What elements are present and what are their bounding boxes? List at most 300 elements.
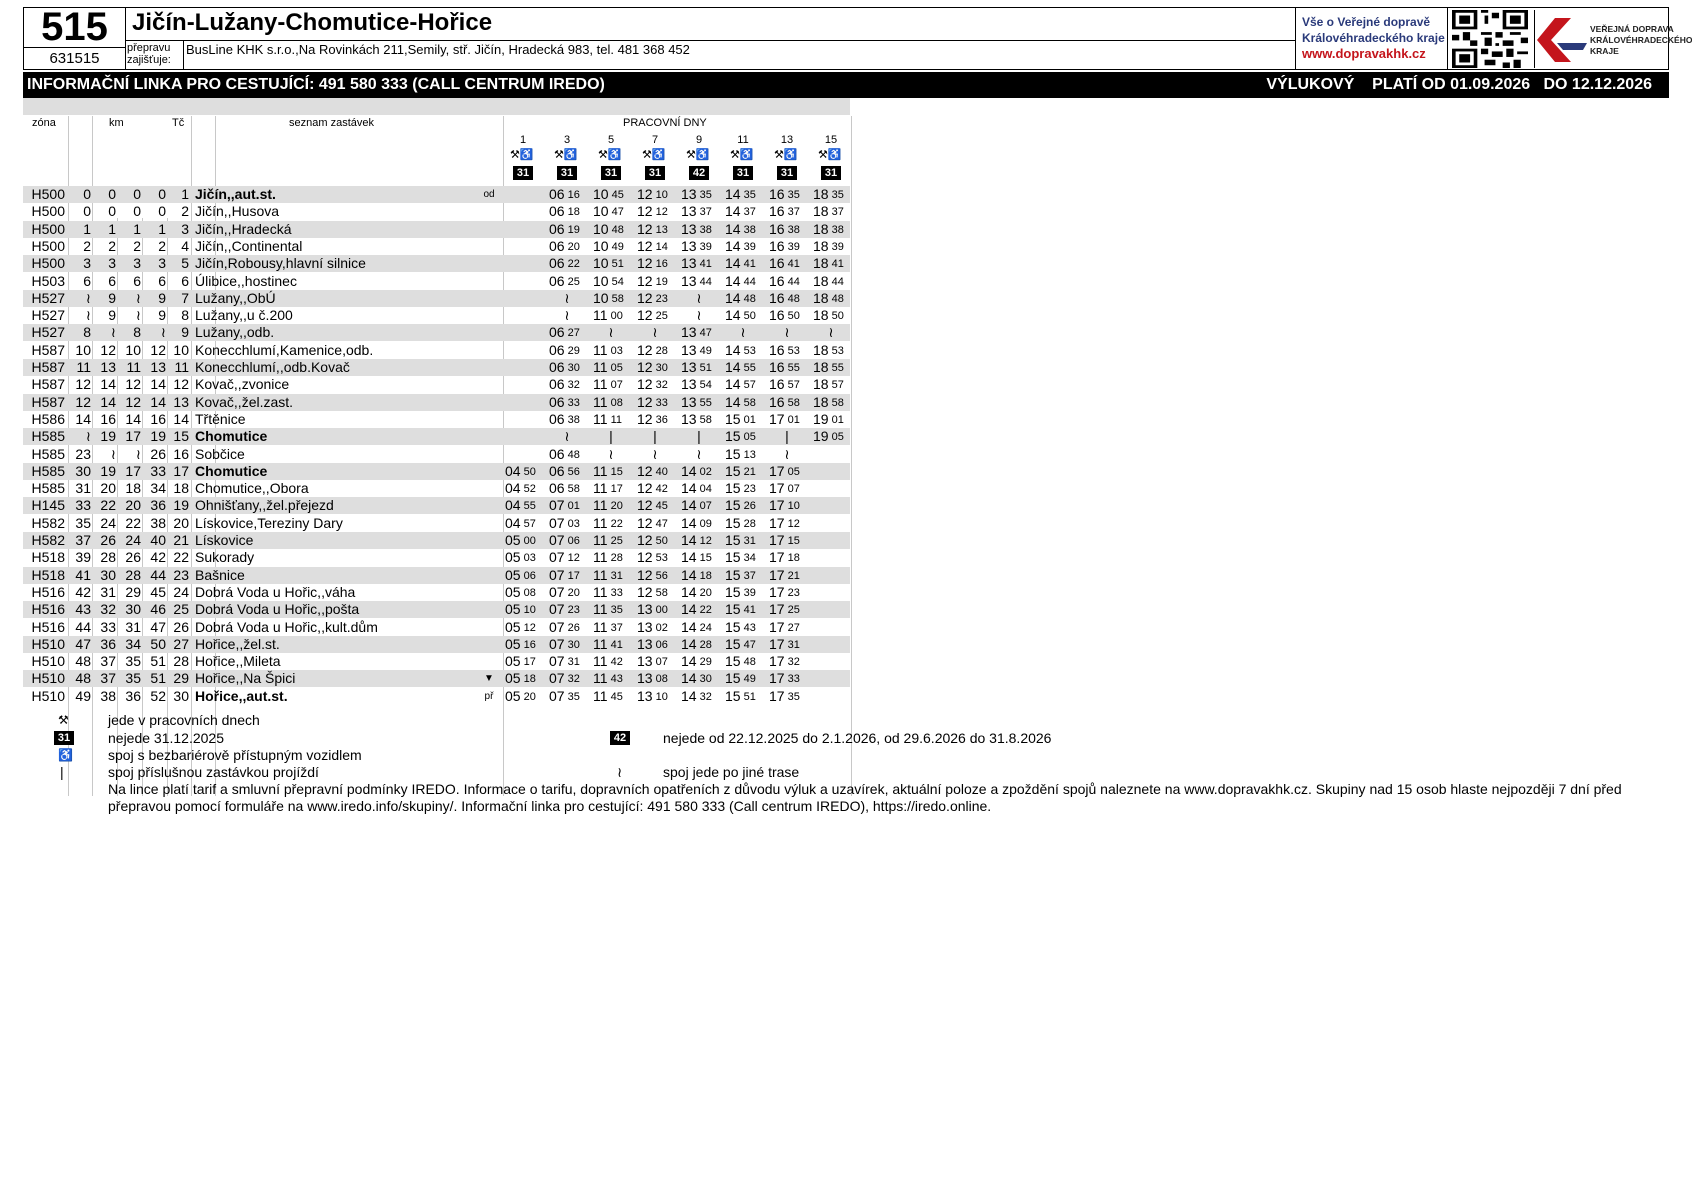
stop-number: 21 bbox=[173, 532, 189, 548]
km-cell: ≀ bbox=[135, 289, 141, 306]
departure-time: 18 $^{38}$ bbox=[813, 220, 844, 237]
departure-time: 16 $^{53}$ bbox=[769, 341, 800, 358]
km-cell: 14 bbox=[100, 376, 116, 393]
departure-time: | bbox=[785, 428, 789, 445]
km-cell: 1 bbox=[108, 220, 116, 237]
departure-time: 14 $^{53}$ bbox=[725, 341, 756, 358]
table-row bbox=[23, 221, 850, 238]
km-cell: 33 bbox=[75, 497, 91, 514]
departure-time: 10 $^{45}$ bbox=[593, 186, 624, 202]
zone-cell: H585 bbox=[31, 445, 65, 462]
stop-mark: od bbox=[483, 189, 495, 200]
departure-time: 12 $^{53}$ bbox=[637, 549, 668, 566]
departure-time: 06 $^{32}$ bbox=[549, 376, 580, 393]
stop-number: 13 bbox=[173, 393, 189, 410]
departure-time: 12 $^{42}$ bbox=[637, 480, 668, 497]
stop-mark: př bbox=[484, 690, 494, 702]
departure-time: 11 $^{37}$ bbox=[593, 618, 623, 635]
departure-time: 12 $^{58}$ bbox=[637, 583, 668, 600]
wheelchair-icon: ♿ bbox=[58, 748, 73, 762]
km-cell: 35 bbox=[125, 670, 141, 687]
km-cell: 11 bbox=[126, 359, 141, 375]
departure-time: 14 $^{24}$ bbox=[681, 618, 712, 635]
legend-code-42: 42 bbox=[610, 731, 630, 745]
zone-cell: H503 bbox=[31, 272, 65, 289]
departure-time: ≀ bbox=[564, 428, 570, 445]
departure-time: 04 $^{57}$ bbox=[505, 514, 536, 531]
km-cell: 9 bbox=[158, 289, 166, 306]
departure-time: 04 $^{52}$ bbox=[505, 480, 536, 497]
km-cell: 33 bbox=[100, 618, 116, 635]
km-cell: 19 bbox=[100, 428, 116, 445]
zone-cell: H145 bbox=[31, 497, 65, 514]
departure-time: 17 $^{12}$ bbox=[769, 514, 800, 531]
departure-time: 11 $^{41}$ bbox=[593, 635, 623, 652]
km-cell: 33 bbox=[150, 462, 166, 479]
km-cell: 50 bbox=[150, 635, 166, 652]
departure-time: 15 $^{13}$ bbox=[725, 445, 756, 462]
stop-number: 18 bbox=[173, 480, 189, 497]
departure-time: 11 $^{45}$ bbox=[593, 687, 623, 704]
km-cell: 23 bbox=[75, 445, 91, 462]
stop-name: Jičín,Robousy,hlavní silnice bbox=[195, 255, 366, 272]
stop-number: 20 bbox=[173, 514, 189, 531]
departure-time: 17 $^{33}$ bbox=[769, 670, 800, 687]
km-cell: 6 bbox=[133, 272, 141, 289]
km-cell: 17 bbox=[125, 462, 141, 479]
departure-time: 13 $^{37}$ bbox=[681, 203, 712, 220]
table-row bbox=[23, 688, 850, 705]
table-row bbox=[23, 203, 850, 220]
departure-time: 10 $^{54}$ bbox=[593, 272, 624, 289]
km-cell: 13 bbox=[100, 359, 116, 375]
km-cell: 22 bbox=[100, 497, 116, 514]
km-cell: 24 bbox=[100, 514, 116, 531]
departure-time: 12 $^{13}$ bbox=[637, 220, 668, 237]
departure-time: ≀ bbox=[564, 307, 570, 324]
departure-time: 13 $^{55}$ bbox=[681, 393, 712, 410]
departure-time: 15 $^{47}$ bbox=[725, 635, 756, 652]
legend-other-route: spoj jede po jiné trase bbox=[663, 764, 800, 780]
departure-time: 11 $^{20}$ bbox=[593, 497, 623, 514]
km-cell: 24 bbox=[125, 532, 141, 548]
km-cell: 48 bbox=[75, 670, 91, 687]
departure-time: 16 $^{35}$ bbox=[769, 186, 800, 202]
zone-cell: H510 bbox=[31, 670, 65, 687]
departure-time: 13 $^{38}$ bbox=[681, 220, 712, 237]
km-cell: 10 bbox=[75, 341, 91, 358]
km-cell: ≀ bbox=[135, 307, 141, 324]
km-cell: 39 bbox=[75, 549, 91, 566]
timetable bbox=[23, 98, 850, 704]
departure-time: ≀ bbox=[696, 307, 702, 324]
departure-time: 11 $^{11}$ bbox=[593, 410, 623, 427]
km-cell: 1 bbox=[158, 220, 166, 237]
zone-cell: H510 bbox=[31, 635, 65, 652]
departure-time: 17 $^{10}$ bbox=[769, 497, 800, 514]
departure-time: 13 $^{44}$ bbox=[681, 272, 712, 289]
stop-number: 10 bbox=[173, 341, 189, 358]
km-cell: 9 bbox=[158, 307, 166, 324]
departure-time: | bbox=[653, 428, 657, 445]
departure-time: 18 $^{44}$ bbox=[813, 272, 844, 289]
validity-period: VÝLUKOVÝ PLATÍ OD 01.09.2026 DO 12.12.2026 bbox=[1266, 76, 1652, 93]
info-bar bbox=[23, 72, 1669, 98]
departure-time: 13 $^{08}$ bbox=[637, 670, 668, 687]
table-row bbox=[23, 186, 850, 203]
km-cell: 36 bbox=[100, 635, 116, 652]
departure-time: 11 $^{15}$ bbox=[593, 462, 623, 479]
trip-code-badge: 31 bbox=[733, 166, 753, 180]
departure-time: 05 $^{18}$ bbox=[505, 670, 536, 687]
qr-code-icon bbox=[1452, 10, 1528, 68]
stop-name: Lískovice bbox=[195, 532, 254, 548]
km-cell: 42 bbox=[150, 549, 166, 566]
departure-time: 19 $^{01}$ bbox=[813, 410, 844, 427]
departure-time: 14 $^{57}$ bbox=[725, 376, 756, 393]
stop-name: Chomutice bbox=[195, 462, 268, 479]
trip-number: 5 bbox=[607, 134, 615, 146]
departure-time: 14 $^{20}$ bbox=[681, 583, 712, 600]
stop-name: Hořice,,Na Špici bbox=[195, 670, 296, 687]
departure-time: 13 $^{00}$ bbox=[637, 601, 668, 618]
departure-time: ≀ bbox=[608, 445, 614, 462]
km-cell: 37 bbox=[100, 653, 116, 670]
km-cell: 0 bbox=[108, 203, 116, 220]
km-cell: 12 bbox=[125, 376, 141, 393]
km-cell: 14 bbox=[100, 393, 116, 410]
stop-name: Lískovice,Tereziny Dary bbox=[195, 514, 343, 531]
departure-time: 07 $^{26}$ bbox=[549, 618, 580, 635]
km-cell: 2 bbox=[158, 237, 166, 254]
stop-number: 2 bbox=[181, 203, 189, 220]
departure-time: 14 $^{35}$ bbox=[725, 186, 756, 202]
km-cell: 31 bbox=[100, 583, 116, 600]
trip-code-badge: 31 bbox=[777, 166, 797, 180]
km-cell: 28 bbox=[125, 566, 141, 583]
stop-number: 29 bbox=[173, 670, 189, 687]
departure-time: 11 $^{43}$ bbox=[593, 670, 623, 687]
km-cell: 44 bbox=[150, 566, 166, 583]
departure-time: 14 $^{44}$ bbox=[725, 272, 756, 289]
departure-time: 06 $^{22}$ bbox=[549, 255, 580, 272]
departure-time: 12 $^{47}$ bbox=[637, 514, 668, 531]
km-cell: ≀ bbox=[85, 307, 91, 324]
km-cell: 9 bbox=[108, 307, 116, 324]
departure-time: 15 $^{23}$ bbox=[725, 480, 756, 497]
stop-name: Jičín,,Hradecká bbox=[195, 220, 292, 237]
departure-time: 17 $^{15}$ bbox=[769, 532, 800, 548]
departure-time: 15 $^{49}$ bbox=[725, 670, 756, 687]
departure-time: 17 $^{21}$ bbox=[769, 566, 800, 583]
days-header: PRACOVNÍ DNY bbox=[623, 117, 707, 129]
km-cell: ≀ bbox=[85, 428, 91, 445]
zone-cell: H510 bbox=[31, 653, 65, 670]
table-row bbox=[23, 411, 850, 428]
stops-header: seznam zastávek bbox=[289, 117, 374, 129]
departure-time: 07 $^{03}$ bbox=[549, 514, 580, 531]
zone-cell: H527 bbox=[31, 307, 65, 324]
departure-time: 12 $^{10}$ bbox=[637, 186, 668, 202]
stop-number: 30 bbox=[173, 687, 189, 704]
km-cell: ≀ bbox=[110, 324, 116, 341]
stop-number: 14 bbox=[173, 410, 189, 427]
km-cell: 44 bbox=[75, 618, 91, 635]
km-cell: 30 bbox=[125, 601, 141, 618]
info-line-2: Královéhradeckého kraje bbox=[1302, 31, 1445, 45]
departure-time: 06 $^{18}$ bbox=[549, 203, 580, 220]
table-row bbox=[23, 584, 850, 601]
departure-time: 11 $^{25}$ bbox=[593, 532, 623, 548]
departure-time: 12 $^{36}$ bbox=[637, 410, 668, 427]
table-row bbox=[23, 480, 850, 497]
km-cell: 1 bbox=[83, 220, 91, 237]
zone-cell: H585 bbox=[31, 462, 65, 479]
zone-cell: H500 bbox=[31, 203, 65, 220]
departure-time: 16 $^{48}$ bbox=[769, 289, 800, 306]
departure-time: ≀ bbox=[696, 445, 702, 462]
km-cell: 0 bbox=[133, 203, 141, 220]
km-cell: ≀ bbox=[160, 324, 166, 341]
departure-time: 16 $^{44}$ bbox=[769, 272, 800, 289]
stop-number: 1 bbox=[181, 186, 189, 202]
departure-time: 07 $^{35}$ bbox=[549, 687, 580, 704]
departure-time: 11 $^{05}$ bbox=[593, 359, 623, 375]
departure-time: 14 $^{15}$ bbox=[681, 549, 712, 566]
stop-name: Bašnice bbox=[195, 566, 245, 583]
km-cell: 43 bbox=[75, 601, 91, 618]
departure-time: 06 $^{25}$ bbox=[549, 272, 580, 289]
departure-time: 07 $^{06}$ bbox=[549, 532, 580, 548]
departure-time: 11 $^{22}$ bbox=[593, 514, 623, 531]
table-row bbox=[23, 463, 850, 480]
departure-time: 05 $^{17}$ bbox=[505, 653, 536, 670]
table-row bbox=[23, 324, 850, 341]
departure-time: 06 $^{29}$ bbox=[549, 341, 580, 358]
zone-cell: H500 bbox=[31, 255, 65, 272]
departure-time: 13 $^{10}$ bbox=[637, 687, 668, 704]
km-cell: 36 bbox=[150, 497, 166, 514]
departure-time: 13 $^{35}$ bbox=[681, 186, 712, 202]
stop-number: 19 bbox=[173, 497, 189, 514]
trip-code-badge: 42 bbox=[689, 166, 709, 180]
stop-number: 7 bbox=[181, 289, 189, 306]
departure-time: 05 $^{08}$ bbox=[505, 583, 536, 600]
departure-time: 16 $^{37}$ bbox=[769, 203, 800, 220]
legend-code-42-text: nejede od 22.12.2025 do 2.1.2026, od 29.6.2026 do 31.8.2026 bbox=[663, 730, 1052, 746]
departure-time: 18 $^{53}$ bbox=[813, 341, 844, 358]
zone-cell: H510 bbox=[31, 687, 65, 704]
departure-time: 17 $^{35}$ bbox=[769, 687, 800, 704]
departure-time: 07 $^{32}$ bbox=[549, 670, 580, 687]
km-header: km bbox=[109, 117, 124, 129]
km-cell: 6 bbox=[83, 272, 91, 289]
departure-time: 07 $^{01}$ bbox=[549, 497, 580, 514]
trip-code-badge: 31 bbox=[513, 166, 533, 180]
departure-time: 05 $^{12}$ bbox=[505, 618, 536, 635]
zone-cell: H585 bbox=[31, 428, 65, 445]
departure-time: 05 $^{00}$ bbox=[505, 532, 536, 548]
departure-time: 11 $^{00}$ bbox=[593, 307, 623, 324]
departure-time: 15 $^{26}$ bbox=[725, 497, 756, 514]
departure-time: ≀ bbox=[608, 324, 614, 341]
departure-time: 14 $^{29}$ bbox=[681, 653, 712, 670]
departure-time: 13 $^{54}$ bbox=[681, 376, 712, 393]
hammer-icon: ⚒ bbox=[58, 713, 69, 727]
trip-icons: ⚒♿ bbox=[510, 149, 534, 161]
departure-time: 10 $^{48}$ bbox=[593, 220, 624, 237]
km-cell: 31 bbox=[125, 618, 141, 635]
departure-time: 05 $^{06}$ bbox=[505, 566, 536, 583]
trip-icons: ⚒♿ bbox=[774, 149, 798, 161]
legend-pass-through: spoj příslušnou zastávkou projíždí bbox=[108, 764, 319, 780]
departure-time: 15 $^{05}$ bbox=[725, 428, 756, 445]
departure-time: 06 $^{19}$ bbox=[549, 220, 580, 237]
departure-time: 13 $^{41}$ bbox=[681, 255, 712, 272]
zone-cell: H500 bbox=[31, 186, 65, 202]
departure-time: 05 $^{03}$ bbox=[505, 549, 536, 566]
stop-name: Lužany,,ObÚ bbox=[195, 289, 276, 306]
km-cell: 26 bbox=[125, 549, 141, 566]
departure-time: 18 $^{35}$ bbox=[813, 186, 844, 202]
km-cell: 14 bbox=[125, 410, 141, 427]
legend-workdays: jede v pracovních dnech bbox=[108, 712, 260, 728]
table-row bbox=[23, 532, 850, 549]
km-cell: 14 bbox=[150, 393, 166, 410]
km-cell: 3 bbox=[158, 255, 166, 272]
departure-time: 16 $^{39}$ bbox=[769, 237, 800, 254]
departure-time: 15 $^{34}$ bbox=[725, 549, 756, 566]
zone-cell: H516 bbox=[31, 583, 65, 600]
departure-time: 15 $^{39}$ bbox=[725, 583, 756, 600]
departure-time: ≀ bbox=[652, 445, 658, 462]
departure-time: 12 $^{32}$ bbox=[637, 376, 668, 393]
stop-name: Třtěnice bbox=[195, 410, 246, 427]
stop-number: 9 bbox=[181, 324, 189, 341]
km-cell: 38 bbox=[150, 514, 166, 531]
stop-number: 16 bbox=[173, 445, 189, 462]
stop-name: Chomutice,,Obora bbox=[195, 480, 309, 497]
stop-name: Chomutice bbox=[195, 428, 268, 445]
departure-time: 18 $^{58}$ bbox=[813, 393, 844, 410]
trip-icons: ⚒♿ bbox=[598, 149, 622, 161]
departure-time: 15 $^{21}$ bbox=[725, 462, 756, 479]
trip-number: 9 bbox=[695, 134, 703, 146]
km-cell: 0 bbox=[133, 186, 141, 202]
departure-time: 18 $^{55}$ bbox=[813, 359, 844, 375]
km-cell: ≀ bbox=[85, 289, 91, 306]
stop-number: 27 bbox=[173, 635, 189, 652]
stop-name: Kovač,,žel.zast. bbox=[195, 393, 294, 410]
departure-time: 18 $^{57}$ bbox=[813, 376, 844, 393]
table-row bbox=[23, 549, 850, 566]
km-cell: 42 bbox=[75, 583, 91, 600]
departure-time: 13 $^{49}$ bbox=[681, 341, 712, 358]
departure-time: 16 $^{38}$ bbox=[769, 220, 800, 237]
departure-time: 12 $^{33}$ bbox=[637, 393, 668, 410]
departure-time: 06 $^{30}$ bbox=[549, 359, 580, 375]
table-row bbox=[23, 497, 850, 514]
departure-time: 06 $^{48}$ bbox=[549, 445, 580, 462]
departure-time: 15 $^{37}$ bbox=[725, 566, 756, 583]
departure-time: 14 $^{48}$ bbox=[725, 289, 756, 306]
departure-time: 17 $^{25}$ bbox=[769, 601, 800, 618]
km-cell: 45 bbox=[150, 583, 166, 600]
km-cell: 47 bbox=[150, 618, 166, 635]
table-row bbox=[23, 446, 850, 463]
departure-time: 10 $^{47}$ bbox=[593, 203, 624, 220]
trip-number: 1 bbox=[519, 134, 527, 146]
departure-time: 14 $^{02}$ bbox=[681, 462, 712, 479]
km-cell: 8 bbox=[83, 324, 91, 341]
info-url[interactable]: www.dopravakhk.cz bbox=[1302, 46, 1426, 61]
km-cell: 0 bbox=[83, 203, 91, 220]
stop-number: 25 bbox=[173, 601, 189, 618]
zone-cell: H587 bbox=[31, 393, 65, 410]
departure-time: 14 $^{09}$ bbox=[681, 514, 712, 531]
table-row bbox=[23, 515, 850, 532]
km-cell: 0 bbox=[83, 186, 91, 202]
km-cell: 20 bbox=[100, 480, 116, 497]
departure-time: 11 $^{08}$ bbox=[593, 393, 623, 410]
departure-time: 17 $^{18}$ bbox=[769, 549, 800, 566]
trip-icons: ⚒♿ bbox=[642, 149, 666, 161]
other-route-icon: ≀ bbox=[617, 764, 623, 780]
departure-time: 13 $^{07}$ bbox=[637, 653, 668, 670]
departure-time: 16 $^{41}$ bbox=[769, 255, 800, 272]
km-cell: 6 bbox=[158, 272, 166, 289]
departure-time: 17 $^{01}$ bbox=[769, 410, 800, 427]
departure-time: 06 $^{27}$ bbox=[549, 324, 580, 341]
departure-time: 15 $^{43}$ bbox=[725, 618, 756, 635]
km-cell: 37 bbox=[100, 670, 116, 687]
trip-icons: ⚒♿ bbox=[554, 149, 578, 161]
departure-time: 17 $^{31}$ bbox=[769, 635, 800, 652]
zone-cell: H587 bbox=[31, 341, 65, 358]
departure-time: 12 $^{14}$ bbox=[637, 237, 668, 254]
km-cell: 1 bbox=[133, 220, 141, 237]
departure-time: 12 $^{30}$ bbox=[637, 359, 668, 375]
km-cell: 12 bbox=[125, 393, 141, 410]
zone-cell: H518 bbox=[31, 566, 65, 583]
zone-cell: H500 bbox=[31, 220, 65, 237]
km-cell: 36 bbox=[125, 687, 141, 704]
departure-time: 07 $^{31}$ bbox=[549, 653, 580, 670]
km-cell: 0 bbox=[158, 203, 166, 220]
departure-time: 10 $^{51}$ bbox=[593, 255, 624, 272]
departure-time: 15 $^{28}$ bbox=[725, 514, 756, 531]
departure-time: 14 $^{28}$ bbox=[681, 635, 712, 652]
table-row bbox=[23, 619, 850, 636]
stop-number: 3 bbox=[181, 220, 189, 237]
departure-time: 12 $^{25}$ bbox=[637, 307, 668, 324]
km-cell: 40 bbox=[150, 532, 166, 548]
departure-time: 14 $^{18}$ bbox=[681, 566, 712, 583]
stop-number: 26 bbox=[173, 618, 189, 635]
trip-code-badge: 31 bbox=[557, 166, 577, 180]
km-cell: 34 bbox=[125, 635, 141, 652]
km-cell: 22 bbox=[125, 514, 141, 531]
zone-cell: H516 bbox=[31, 601, 65, 618]
line-number: 515 bbox=[24, 8, 126, 48]
departure-time: 10 $^{58}$ bbox=[593, 289, 624, 306]
km-cell: 3 bbox=[108, 255, 116, 272]
departure-time: 06 $^{58}$ bbox=[549, 480, 580, 497]
stop-name: Hořice,,Mileta bbox=[195, 653, 281, 670]
departure-time: ≀ bbox=[828, 324, 834, 341]
km-cell: 18 bbox=[125, 480, 141, 497]
stop-name: Konecchlumí,,odb.Kovač bbox=[195, 359, 350, 375]
